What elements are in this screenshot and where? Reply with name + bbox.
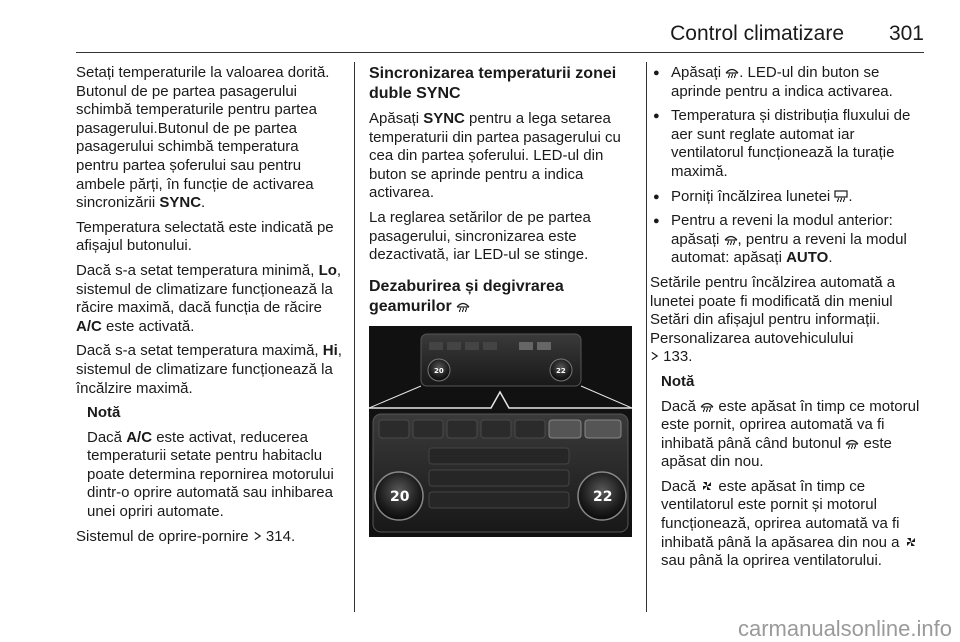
column-divider-2: [646, 62, 647, 612]
note-title: Notă: [661, 372, 695, 390]
page-title: Control climatizare: [670, 22, 844, 45]
rear-window-heat-icon: [834, 190, 848, 202]
list-item: ● Porniți încălzirea lunetei .: [650, 188, 928, 207]
note-title: Notă: [87, 404, 121, 422]
column-right: [650, 64, 928, 577]
defrost-icon: [700, 400, 714, 412]
paragraph-min-temperature: Dacă s-a setat temperatura minimă, Lo, sistemul de climatizare funcționează la răcire maximă, dacă funcția de răcire A/C este activată.: [76, 261, 342, 335]
fan-icon: [904, 536, 918, 548]
list-item: ● Apăsați . LED-ul din buton se aprinde pentru a indica activarea.: [650, 64, 928, 101]
paragraph-sync-off: La reglarea setărilor de pe partea pasagerului, sincronizarea este dezactivată, iar LED-ul se stinge.: [369, 208, 591, 264]
page-number: 301: [888, 22, 924, 45]
note-block-defrost: [661, 373, 928, 571]
paragraph-auto-rear-heat: Setările pentru încălzirea automată a lunetei poate fi modificată din meniul Setări din afișajul pentru informații. Personalizarea autovehiculului 133.: [650, 273, 896, 366]
page-ref-arrow-icon: [650, 350, 659, 362]
defrost-icon: [725, 66, 739, 78]
right-temp-readout: 22: [593, 489, 613, 505]
defrost-icon: [456, 300, 470, 312]
climate-panel-photo: [369, 326, 632, 537]
watermark: carmanualsonline.info: [737, 616, 952, 641]
page-ref-link[interactable]: 133.: [663, 348, 693, 366]
note-block-ac: [87, 404, 342, 522]
heading-defrost: Dezaburirea și degivrarea geamurilor: [369, 277, 564, 315]
small-right-temp: 22: [556, 367, 566, 375]
page-ref-link[interactable]: 314.: [265, 527, 296, 545]
paragraph-temperature-setting: Setați temperaturile la valoarea dorită. Butonul de pe partea pasagerului schimbă temperaturile pentru partea pasagerului.Butonul de pe partea pasagerului schimbă temperatura pentru partea șoferului sau pentru ambele părți, în funcție de activarea sincronizării SYNC.: [76, 64, 330, 212]
header-divider: [76, 52, 924, 53]
page-header: [76, 22, 924, 48]
paragraph-sync-press: Apăsați SYNC pentru a lega setarea temperaturii din partea pasagerului cu cea din partea șoferului. LED-ul din buton se aprinde pentru a indica activarea.: [369, 110, 621, 202]
list-item: ● Pentru a reveni la modul anterior: apăsați , pentru a reveni la modul automat: apăsați AUTO.: [650, 212, 928, 268]
note-text: Dacă A/C este activat, reducerea temperaturii setate pentru habitaclu poate determina repornirea motorului dintr-o oprire automată sau inhibarea unei opriri automate.: [87, 428, 334, 521]
left-temp-readout: 20: [390, 489, 410, 505]
note-text-fan: Dacă este apăsat în timp ce ventilatorul este pornit și motorul funcționează, oprirea automată va fi inhibată până la apăsarea din nou a sau până la oprirea ventilatorului.: [661, 478, 928, 571]
paragraph-temperature-display: Temperatura selectată este indicată pe afișajul butonului.: [76, 218, 334, 255]
column-left: [76, 64, 342, 552]
page-ref-arrow-icon: [253, 530, 262, 542]
list-item: ● Temperatura și distribuția fluxului de aer sunt reglate automat iar ventilatorul funcționează la turație maximă.: [650, 107, 928, 181]
fan-icon: [700, 480, 714, 492]
defrost-steps-list: [650, 64, 928, 268]
column-divider-1: [354, 62, 355, 612]
climate-panel-illustration: [369, 326, 632, 537]
small-left-temp: 20: [434, 367, 444, 375]
column-middle: [369, 64, 633, 323]
defrost-icon: [724, 233, 738, 245]
note-text-defrost: Dacă este apăsat în timp ce motorul este pornit, oprirea automată va fi inhibată până când butonul este apăsat din nou.: [661, 397, 920, 471]
heading-sync: Sincronizarea temperaturii zonei duble SYNC: [369, 65, 617, 102]
paragraph-stop-start-ref: Sistemul de oprire-pornire 314.: [76, 527, 296, 545]
paragraph-max-temperature: Dacă s-a setat temperatura maximă, Hi, sistemul de climatizare funcționează la încălzire maximă.: [76, 342, 342, 397]
defrost-icon: [845, 437, 859, 449]
